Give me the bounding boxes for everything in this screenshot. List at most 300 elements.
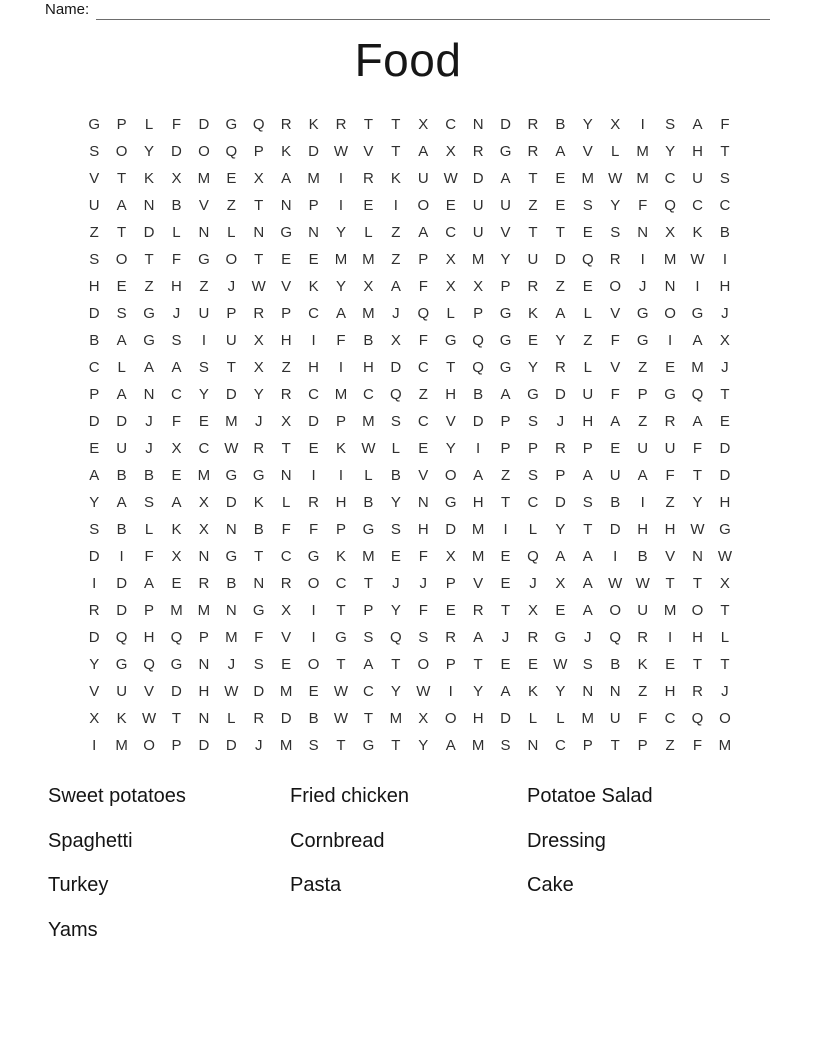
grid-letter: I — [393, 197, 398, 214]
grid-letter: L — [144, 116, 154, 133]
word-list-item: Dressing — [527, 829, 606, 852]
grid-letter: Q — [143, 656, 155, 673]
grid-letter: A — [116, 332, 127, 349]
grid-letter: G — [115, 656, 128, 673]
grid-letter: P — [445, 575, 456, 592]
grid-row — [81, 219, 739, 246]
grid-letter: O — [444, 710, 457, 727]
grid-letter: S — [171, 332, 182, 349]
grid-letter: M — [362, 413, 375, 430]
grid-letter: R — [335, 116, 347, 133]
grid-letter: R — [472, 143, 484, 160]
grid-letter: A — [144, 575, 155, 592]
grid-letter: Y — [610, 197, 621, 214]
grid-letter: Z — [500, 467, 511, 484]
grid-letter: A — [281, 170, 292, 187]
grid-letter: P — [582, 737, 593, 754]
grid-letter: E — [582, 278, 593, 295]
grid-letter: D — [554, 251, 566, 268]
grid-letter: Y — [527, 359, 538, 376]
grid-letter: L — [583, 305, 592, 322]
grid-letter: W — [361, 440, 376, 457]
grid-letter: W — [690, 251, 705, 268]
word-list-item: Pasta — [290, 874, 342, 896]
grid-letter: T — [363, 116, 374, 133]
grid-letter: N — [417, 494, 429, 511]
grid-letter: L — [391, 440, 401, 457]
grid-letter: C — [335, 575, 347, 592]
grid-letter: N — [253, 575, 265, 592]
grid-letter: D — [719, 440, 731, 457]
grid-letter: X — [473, 278, 484, 295]
grid-row — [81, 192, 739, 219]
grid-letter: A — [555, 143, 566, 160]
grid-letter: C — [417, 413, 429, 430]
grid-letter: T — [336, 656, 346, 673]
grid-letter: X — [198, 521, 209, 538]
grid-letter: E — [89, 440, 100, 457]
grid-letter: M — [471, 251, 485, 268]
grid-letter: G — [499, 305, 512, 322]
grid-letter: N — [143, 197, 155, 214]
grid-letter: F — [692, 440, 703, 457]
grid-letter: D — [225, 386, 237, 403]
grid-letter: W — [416, 683, 431, 700]
grid-letter: G — [252, 602, 265, 619]
grid-letter: F — [638, 197, 648, 214]
grid-letter: K — [171, 521, 182, 538]
grid-letter: K — [692, 224, 703, 241]
grid-letter: B — [89, 332, 100, 349]
grid-letter: B — [555, 116, 566, 133]
grid-letter: C — [198, 440, 210, 457]
grid-letter: C — [554, 737, 566, 754]
grid-letter: R — [527, 143, 539, 160]
grid-letter: T — [720, 602, 730, 619]
grid-letter: N — [198, 548, 210, 565]
grid-letter: U — [582, 386, 594, 403]
grid-letter: D — [88, 548, 100, 565]
grid-letter: T — [391, 656, 401, 673]
grid-row — [81, 651, 739, 678]
grid-letter: A — [445, 737, 456, 754]
grid-letter: N — [143, 386, 155, 403]
grid-letter: U — [116, 683, 128, 700]
grid-letter: L — [446, 305, 455, 322]
grid-letter: Y — [336, 278, 347, 295]
grid-letter: U — [472, 224, 484, 241]
grid-letter: X — [253, 170, 264, 187]
grid-letter: D — [253, 683, 265, 700]
grid-letter: S — [390, 413, 401, 430]
word-list-item: Cornbread — [290, 829, 385, 852]
grid-letter: X — [171, 440, 182, 457]
grid-letter: P — [308, 197, 319, 214]
grid-letter: G — [335, 629, 347, 646]
grid-letter: I — [695, 278, 700, 295]
grid-letter: F — [144, 548, 154, 565]
grid-letter: F — [720, 116, 730, 133]
grid-letter: A — [144, 359, 155, 376]
grid-letter: W — [224, 683, 239, 700]
grid-letter: E — [308, 683, 319, 700]
grid-letter: F — [418, 602, 428, 619]
grid-letter: M — [197, 170, 211, 187]
grid-letter: T — [226, 359, 236, 376]
grid-letter: J — [227, 656, 236, 673]
grid-letter: T — [254, 548, 264, 565]
grid-letter: R — [527, 278, 539, 295]
grid-letter: Y — [473, 683, 484, 700]
grid-letter: A — [390, 278, 401, 295]
grid-letter: W — [608, 575, 623, 592]
grid-letter: X — [253, 359, 264, 376]
grid-letter: Z — [391, 251, 401, 268]
grid-letter: H — [692, 143, 703, 160]
grid-letter: P — [637, 386, 648, 403]
grid-letter: S — [89, 251, 100, 268]
grid-letter: P — [637, 737, 648, 754]
grid-letter: M — [718, 737, 732, 754]
grid-row — [81, 462, 739, 489]
grid-letter: T — [363, 575, 374, 592]
grid-letter: F — [692, 737, 703, 754]
grid-letter: S — [390, 521, 401, 538]
grid-letter: P — [363, 602, 374, 619]
grid-letter: I — [311, 629, 316, 646]
grid-letter: G — [170, 656, 183, 673]
grid-letter: S — [308, 737, 319, 754]
grid-letter: O — [198, 143, 210, 160]
grid-letter: J — [501, 629, 510, 646]
grid-letter: R — [445, 629, 457, 646]
grid-letter: M — [471, 737, 485, 754]
grid-letter: O — [115, 143, 128, 160]
grid-letter: R — [527, 116, 539, 133]
grid-letter: S — [527, 413, 538, 430]
grid-letter: E — [281, 656, 292, 673]
grid-letter: H — [692, 629, 703, 646]
grid-letter: A — [116, 386, 127, 403]
grid-letter: T — [555, 224, 565, 241]
grid-letter: Z — [583, 332, 593, 349]
grid-letter: E — [171, 575, 182, 592]
grid-letter: O — [143, 737, 155, 754]
grid-letter: D — [609, 521, 621, 538]
grid-letter: M — [334, 386, 348, 403]
grid-letter: P — [418, 251, 429, 268]
grid-letter: C — [664, 170, 676, 187]
grid-letter: C — [719, 197, 731, 214]
grid-letter: E — [665, 359, 676, 376]
grid-letter: M — [362, 305, 375, 322]
word-list-item: Fried chicken — [290, 785, 409, 807]
grid-letter: M — [197, 602, 211, 619]
grid-letter: B — [390, 467, 401, 484]
grid-letter: T — [254, 197, 264, 214]
grid-letter: G — [499, 332, 512, 349]
grid-letter: T — [583, 521, 593, 538]
grid-row — [81, 273, 739, 300]
grid-letter: D — [225, 494, 237, 511]
grid-letter: D — [472, 413, 484, 430]
grid-letter: A — [336, 305, 347, 322]
grid-letter: D — [308, 413, 319, 430]
grid-letter: Q — [252, 116, 265, 133]
grid-letter: E — [719, 413, 730, 430]
grid-letter: E — [418, 440, 429, 457]
grid-letter: R — [88, 602, 100, 619]
grid-letter: M — [471, 521, 485, 538]
grid-letter: C — [527, 494, 539, 511]
grid-letter: A — [582, 467, 593, 484]
grid-letter: W — [141, 710, 157, 727]
grid-letter: P — [281, 305, 292, 322]
grid-letter: S — [363, 629, 374, 646]
grid-letter: M — [471, 548, 485, 565]
grid-letter: U — [88, 197, 100, 214]
grid-letter: H — [143, 629, 155, 646]
grid-letter: E — [610, 440, 621, 457]
grid-row — [81, 489, 739, 516]
grid-letter: G — [664, 386, 676, 403]
grid-letter: L — [172, 224, 181, 241]
grid-letter: P — [555, 467, 566, 484]
grid-letter: A — [89, 467, 100, 484]
grid-letter: H — [445, 386, 457, 403]
grid-letter: Q — [581, 251, 594, 268]
grid-letter: A — [500, 170, 511, 187]
grid-letter: K — [308, 278, 319, 295]
grid-row — [81, 300, 739, 327]
grid-letter: N — [609, 683, 621, 700]
grid-letter: B — [253, 521, 264, 538]
grid-letter: K — [390, 170, 401, 187]
grid-letter: Y — [582, 116, 593, 133]
grid-letter: N — [225, 602, 237, 619]
grid-letter: T — [363, 710, 374, 727]
grid-letter: C — [445, 224, 457, 241]
grid-letter: G — [143, 332, 155, 349]
grid-letter: M — [636, 143, 649, 160]
grid-letter: N — [582, 683, 594, 700]
grid-letter: G — [307, 548, 320, 565]
grid-letter: Q — [115, 629, 128, 646]
grid-letter: Y — [418, 737, 429, 754]
grid-letter: D — [390, 359, 402, 376]
grid-letter: A — [363, 656, 374, 673]
grid-letter: I — [667, 629, 673, 646]
grid-letter: Y — [144, 143, 155, 160]
grid-letter: P — [500, 278, 511, 295]
grid-letter: T — [391, 143, 401, 160]
grid-letter: R — [692, 683, 703, 700]
grid-letter: X — [445, 143, 456, 160]
grid-letter: S — [610, 224, 621, 241]
grid-letter: K — [144, 170, 155, 187]
grid-letter: D — [719, 467, 731, 484]
grid-letter: J — [638, 278, 647, 295]
grid-letter: J — [145, 440, 153, 457]
grid-letter: T — [391, 737, 401, 754]
grid-letter: J — [392, 305, 400, 322]
grid-letter: S — [665, 116, 676, 133]
grid-letter: E — [665, 656, 676, 673]
grid-letter: M — [225, 629, 238, 646]
grid-letter: X — [281, 413, 292, 430]
grid-letter: J — [227, 278, 236, 295]
grid-row — [81, 165, 739, 192]
grid-letter: W — [443, 170, 458, 187]
grid-letter: Y — [89, 494, 100, 511]
grid-letter: E — [363, 197, 374, 214]
grid-letter: M — [389, 710, 403, 727]
grid-letter: A — [582, 575, 593, 592]
grid-letter: X — [555, 575, 566, 592]
grid-letter: Y — [555, 683, 566, 700]
grid-letter: X — [527, 602, 538, 619]
grid-letter: E — [582, 224, 593, 241]
grid-letter: Y — [198, 386, 209, 403]
grid-letter: F — [418, 278, 428, 295]
grid-letter: T — [117, 224, 127, 241]
grid-letter: G — [636, 305, 649, 322]
grid-letter: T — [500, 602, 511, 619]
grid-letter: I — [311, 467, 316, 484]
grid-letter: D — [116, 602, 128, 619]
grid-letter: X — [171, 170, 182, 187]
grid-letter: U — [609, 467, 621, 484]
grid-letter: H — [472, 710, 484, 727]
grid-letter: B — [610, 494, 621, 511]
word-list-column — [290, 783, 527, 961]
grid-row — [81, 408, 739, 435]
grid-letter: P — [527, 440, 538, 457]
grid-letter: Z — [638, 683, 648, 700]
grid-letter: A — [692, 116, 703, 133]
grid-letter: G — [280, 224, 292, 241]
grid-letter: N — [664, 278, 676, 295]
grid-letter: U — [637, 602, 649, 619]
grid-letter: A — [116, 494, 127, 511]
grid-letter: T — [446, 359, 456, 376]
grid-letter: F — [336, 332, 346, 349]
grid-letter: F — [281, 521, 291, 538]
grid-letter: T — [720, 386, 730, 403]
grid-letter: M — [170, 602, 183, 619]
grid-letter: E — [555, 197, 566, 214]
grid-letter: E — [390, 548, 401, 565]
grid-letter: O — [664, 305, 676, 322]
grid-letter: I — [119, 548, 124, 565]
grid-letter: D — [171, 683, 182, 700]
grid-letter: X — [445, 548, 456, 565]
grid-letter: Q — [417, 305, 430, 322]
grid-letter: A — [610, 413, 621, 430]
grid-letter: N — [472, 116, 484, 133]
grid-letter: B — [116, 521, 127, 538]
grid-letter: A — [692, 332, 703, 349]
grid-letter: Z — [391, 224, 401, 241]
grid-letter: B — [171, 197, 182, 214]
grid-letter: D — [88, 629, 100, 646]
grid-letter: E — [527, 332, 538, 349]
grid-letter: T — [473, 656, 483, 673]
name-row — [45, 0, 770, 20]
grid-letter: B — [226, 575, 237, 592]
grid-letter: R — [280, 575, 292, 592]
grid-letter: N — [280, 467, 292, 484]
grid-letter: L — [227, 710, 236, 727]
grid-letter: A — [637, 467, 648, 484]
grid-letter: H — [335, 494, 347, 511]
grid-letter: C — [664, 710, 676, 727]
grid-letter: E — [445, 602, 456, 619]
grid-letter: H — [280, 332, 292, 349]
grid-letter: N — [280, 197, 292, 214]
grid-letter: L — [227, 224, 236, 241]
grid-letter: U — [637, 440, 649, 457]
grid-letter: K — [527, 305, 538, 322]
grid-letter: E — [226, 170, 237, 187]
grid-letter: O — [417, 656, 430, 673]
word-list-item: Spaghetti — [48, 829, 133, 852]
grid-letter: S — [582, 494, 593, 511]
grid-letter: D — [198, 737, 210, 754]
grid-letter: W — [333, 710, 349, 727]
grid-letter: D — [116, 575, 128, 592]
grid-letter: T — [336, 602, 346, 619]
grid-letter: S — [527, 467, 538, 484]
grid-row — [81, 543, 739, 570]
grid-letter: P — [336, 413, 347, 430]
grid-letter: G — [444, 332, 457, 349]
grid-letter: X — [171, 548, 182, 565]
grid-letter: V — [281, 278, 292, 295]
grid-letter: P — [500, 440, 511, 457]
grid-letter: R — [637, 629, 649, 646]
grid-letter: N — [225, 521, 237, 538]
grid-letter: I — [613, 548, 618, 565]
grid-letter: Z — [665, 737, 675, 754]
grid-letter: W — [635, 575, 650, 592]
grid-letter: S — [500, 737, 511, 754]
grid-letter: U — [198, 305, 210, 322]
grid-letter: P — [582, 440, 593, 457]
grid-letter: R — [554, 440, 566, 457]
grid-letter: G — [88, 116, 101, 133]
grid-letter: U — [472, 197, 484, 214]
grid-letter: H — [88, 278, 100, 295]
grid-row — [81, 246, 739, 273]
grid-letter: C — [363, 386, 374, 403]
grid-letter: D — [500, 710, 511, 727]
grid-letter: A — [500, 386, 511, 403]
grid-letter: G — [499, 143, 512, 160]
grid-letter: X — [445, 278, 456, 295]
grid-letter: A — [473, 629, 484, 646]
grid-letter: Q — [390, 629, 402, 646]
grid-letter: K — [116, 710, 127, 727]
grid-letter: D — [143, 224, 155, 241]
grid-letter: D — [198, 116, 210, 133]
grid-row — [81, 138, 739, 165]
grid-letter: O — [691, 602, 704, 619]
grid-letter: D — [171, 143, 182, 160]
grid-letter: R — [363, 170, 374, 187]
grid-letter: L — [144, 521, 154, 538]
grid-letter: X — [253, 332, 264, 349]
